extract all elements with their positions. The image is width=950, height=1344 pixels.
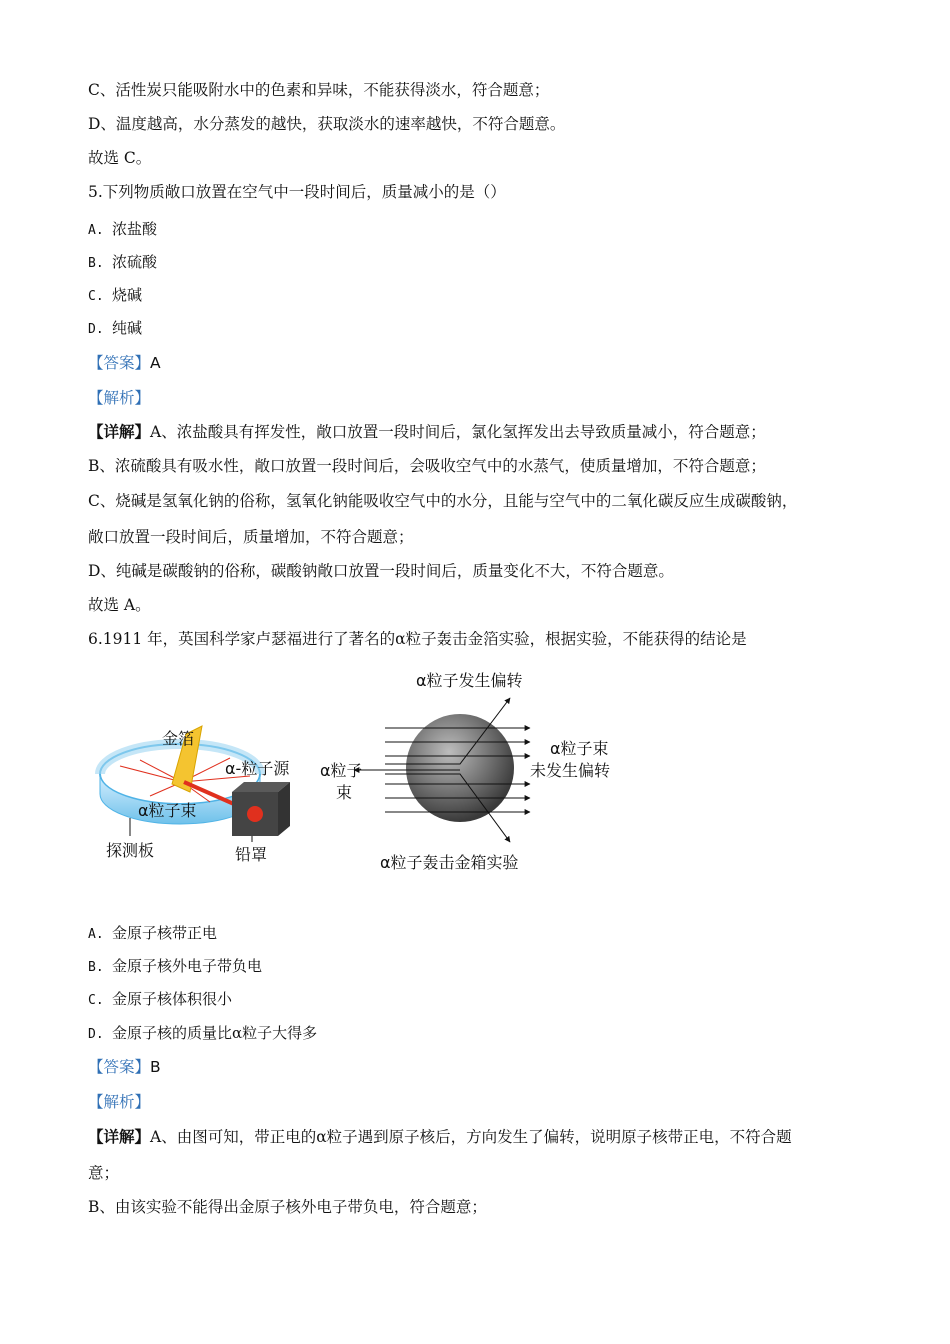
option-letter: D. xyxy=(88,322,104,337)
answer-value: B xyxy=(150,1058,161,1076)
q6-option-c xyxy=(88,989,232,1011)
label-lead-box: 铅罩 xyxy=(235,845,268,864)
q5-detail-b: B、浓硫酸具有吸水性，敞口放置一段时间后，会吸收空气中的水蒸气，使质量增加，不符合题意； xyxy=(88,457,766,475)
label-detector: 探测板 xyxy=(106,841,155,860)
option-text: 浓硫酸 xyxy=(112,253,158,271)
option-text: 金原子核带正电 xyxy=(112,924,218,942)
label-beam: α粒子束 xyxy=(138,801,197,820)
label-undeflected-1: α粒子束 xyxy=(550,739,609,758)
q5-choose: 故选 A。 xyxy=(88,596,151,614)
q5-option-b xyxy=(88,252,157,274)
q4-explain-d: D、温度越高，水分蒸发的越快，获取淡水的速率越快，不符合题意。 xyxy=(88,115,566,133)
option-letter: C. xyxy=(88,993,104,1008)
option-text: 金原子核外电子带负电 xyxy=(112,957,263,975)
option-text: 烧碱 xyxy=(112,286,143,304)
option-letter: A. xyxy=(88,927,104,942)
option-text: 纯碱 xyxy=(112,319,143,337)
q4-choose: 故选 C。 xyxy=(88,149,152,167)
q4-explain-c: C、活性炭只能吸附水中的色素和异味，不能获得淡水，符合题意； xyxy=(88,81,550,99)
option-letter: B. xyxy=(88,256,104,271)
option-letter: B. xyxy=(88,960,104,975)
rutherford-experiment-figure xyxy=(90,664,630,884)
q6-detail-b: B、由该实验不能得出金原子核外电子带负电，符合题意； xyxy=(88,1198,487,1216)
q5-option-a xyxy=(88,219,157,241)
q6-answer xyxy=(88,1057,161,1077)
analysis-tag: 【解析】 xyxy=(88,389,151,407)
detail-tag: 【详解】 xyxy=(88,1127,151,1146)
label-deflect: α粒子发生偏转 xyxy=(416,671,523,690)
lead-box xyxy=(232,782,290,836)
q5-analysis-tag xyxy=(88,388,150,408)
q6-analysis-tag xyxy=(88,1092,150,1112)
q6-stem: 6.1911 年，英国科学家卢瑟福进行了著名的α粒子轰击金箔实验，根据实验，不能获得的结论是 xyxy=(88,630,747,648)
q6-option-a xyxy=(88,923,217,945)
q6-detail-a2: 意； xyxy=(88,1164,120,1182)
q5-detail-a xyxy=(88,422,766,442)
label-source: α-粒子源 xyxy=(225,759,290,778)
q5-detail-d: D、纯碱是碳酸钠的俗称，碳酸钠敞口放置一段时间后，质量变化不大，不符合题意。 xyxy=(88,562,674,580)
label-undeflected-2: 未发生偏转 xyxy=(530,761,611,780)
label-gold-foil: 金箔 xyxy=(162,729,195,748)
option-text: 金原子核的质量比α粒子大得多 xyxy=(112,1024,318,1042)
q6-option-d xyxy=(88,1023,317,1045)
option-letter: C. xyxy=(88,289,104,304)
gold-atom-sphere xyxy=(406,714,514,822)
detail-text: A、由图可知，带正电的α粒子遇到原子核后，方向发生了偏转，说明原子核带正电，不符合题 xyxy=(150,1128,792,1146)
option-text: 金原子核体积很小 xyxy=(112,990,233,1008)
option-letter: A. xyxy=(88,223,104,238)
label-incoming-2: 束 xyxy=(336,783,353,802)
answer-tag: 【答案】 xyxy=(88,354,151,372)
figure-caption: α粒子轰击金箱实验 xyxy=(380,853,519,872)
answer-tag: 【答案】 xyxy=(88,1058,151,1076)
q5-option-c xyxy=(88,285,142,307)
q5-detail-c2: 敞口放置一段时间后，质量增加，不符合题意； xyxy=(88,528,414,546)
q6-detail-a1 xyxy=(88,1127,792,1147)
label-incoming-1: α粒子 xyxy=(320,761,363,780)
option-letter: D. xyxy=(88,1027,104,1042)
q5-stem: 5.下列物质敞口放置在空气中一段时间后，质量减小的是（） xyxy=(88,183,506,201)
q5-detail-c1: C、烧碱是氢氧化钠的俗称，氢氧化钠能吸收空气中的水分，且能与空气中的二氧化碳反应生成碳酸钠， xyxy=(88,492,798,510)
detail-tag: 【详解】 xyxy=(88,422,151,441)
q5-answer xyxy=(88,353,161,373)
q5-option-d xyxy=(88,318,142,340)
option-text: 浓盐酸 xyxy=(112,220,158,238)
detail-text: A、浓盐酸具有挥发性，敞口放置一段时间后，氯化氢挥发出去导致质量减小，符合题意； xyxy=(150,423,766,441)
answer-value: A xyxy=(150,354,161,372)
q6-option-b xyxy=(88,956,262,978)
analysis-tag: 【解析】 xyxy=(88,1093,151,1111)
